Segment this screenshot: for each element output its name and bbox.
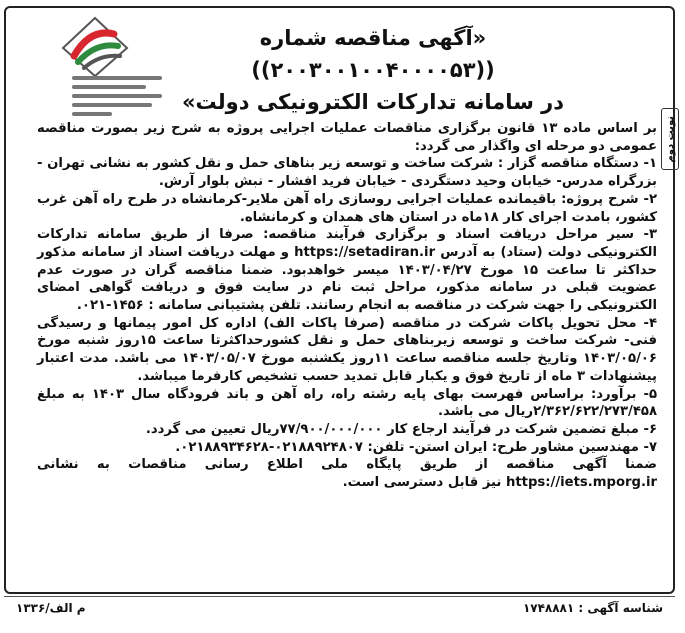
ad-id-label: شناسه آگهی : ۱۷۴۸۸۸۱ [522, 601, 663, 615]
round-badge-label: نوبت دوم [664, 115, 676, 163]
notice-footer [4, 596, 675, 620]
item-estimate: ۵- برآورد: براساس فهرست بهای پایه رشته راه، راه آهن و باند فرودگاه سال ۱۴۰۳ به مبلغ ۲/۳۶۲/۶۲۲/۲۷۳/۴۵۸ریال می باشد. [37, 386, 658, 420]
item-document-process [37, 226, 657, 315]
setad-url-link[interactable]: https://setadiran.ir [294, 244, 436, 260]
notice-title [153, 22, 593, 118]
closing-paragraph [37, 456, 657, 491]
title-line-2: در سامانه تدارکات الکترونیکی دولت» [181, 90, 565, 114]
notice-body [37, 120, 657, 492]
organization-logo [20, 16, 138, 124]
rail-logo-icon [60, 16, 130, 78]
intro-paragraph: بر اساس ماده ۱۳ قانون برگزاری مناقصات عملیات اجرایی پروژه به شرح زیر بصورت مناقصه عمومی دو مرحله ای واگذار می گردد: [37, 121, 657, 154]
title-line-1: «آگهی مناقصه شماره ((۲۰۰۳۰۰۱۰۰۴۰۰۰۰۵۳)) [251, 26, 495, 82]
item3-text-b: و مهلت دریافت اسناد از سامانه مذکور حداکثر تا ساعت ۱۵ مورخ ۱۴۰۳/۰۴/۲۷ میسر خواهدبود. ضمنا مناقصه گران در صورت عدم عضویت قبلی در سامانه مذکور، مراحل ثبت نام در سایت فوق و دریافت گواهی امضای الکترونیکی را جهت شرکت در مناقصه به انجام رسانند. تلفن پشتیبانی سامانه : ۱۴۵۶-۰۲۱. [37, 244, 657, 314]
closing-text-b: نیز قابل دسترسی است. [342, 475, 502, 491]
iets-url-link[interactable]: https://iets.mporg.ir [505, 475, 657, 491]
reference-code: م الف/۱۳۳۶ [16, 601, 86, 615]
logo-caption [72, 76, 162, 121]
item3-text-a: ۳- سیر مراحل دریافت اسناد و برگزاری فرآیند مناقصه: صرفا از طریق سامانه تدارکات الکترونیکی دولت (ستاد) به آدرس [37, 227, 657, 260]
logo-caption-line [72, 103, 152, 107]
closing-text-a: ضمنا آگهی مناقصه از طریق پایگاه ملی اطلاع رسانی مناقصات به نشانی [37, 457, 657, 473]
round-badge [661, 108, 679, 170]
logo-caption-line [72, 85, 146, 89]
item-envelope-delivery: ۴- محل تحویل پاکات شرکت در مناقصه (صرفا پاکات الف) اداره کل امور پیمانها و رسیدگی فنی- شرکت ساخت و توسعه زیربناهای حمل و نقل کشورحداکثرتا ساعت ۱۵روز شنبه مورخ ۱۴۰۳/۰۵/۰۶ وتاریخ جلسه مناقصه ساعت ۱۱روز یکشنبه مورخ ۱۴۰۳/۰۵/۰۷ می باشد. مدت اعتبار پیشنهادات ۳ ماه از تاریخ فوق و یکبار قابل تمدید حسب تشخیص کارفرما میباشد. [37, 315, 658, 384]
item-tender-authority: ۱- دستگاه مناقصه گزار : شرکت ساخت و توسعه زیر بناهای حمل و نقل کشور به نشانی تهران - بزرگراه مدرس- خیابان وحید دستگردی - خیابان فرید افشار - نبش بلوار آرش. [37, 156, 657, 190]
item-project-description: ۲- شرح پروژه: باقیمانده عملیات اجرایی روسازی راه آهن ملایر-کرمانشاه در طرح راه آهن غرب کشور، بامدت اجرای کار ۱۸ماه در استان های همدان و کرمانشاه. [37, 191, 657, 225]
item-consultant: ۷- مهندسین مشاور طرح: ایران استن- تلفن: ۰۲۱۸۸۹۲۴۸۰۷-۰۲۱۸۸۹۳۴۶۲۸. [175, 439, 657, 455]
logo-caption-line [72, 94, 162, 98]
logo-caption-line [72, 76, 162, 80]
item-guarantee: ۶- مبلغ تضمین شرکت در فرآیند ارجاع کار ۷۷/۹۰۰/۰۰۰/۰۰۰ریال تعیین می گردد. [145, 421, 657, 437]
logo-caption-line [72, 112, 112, 116]
